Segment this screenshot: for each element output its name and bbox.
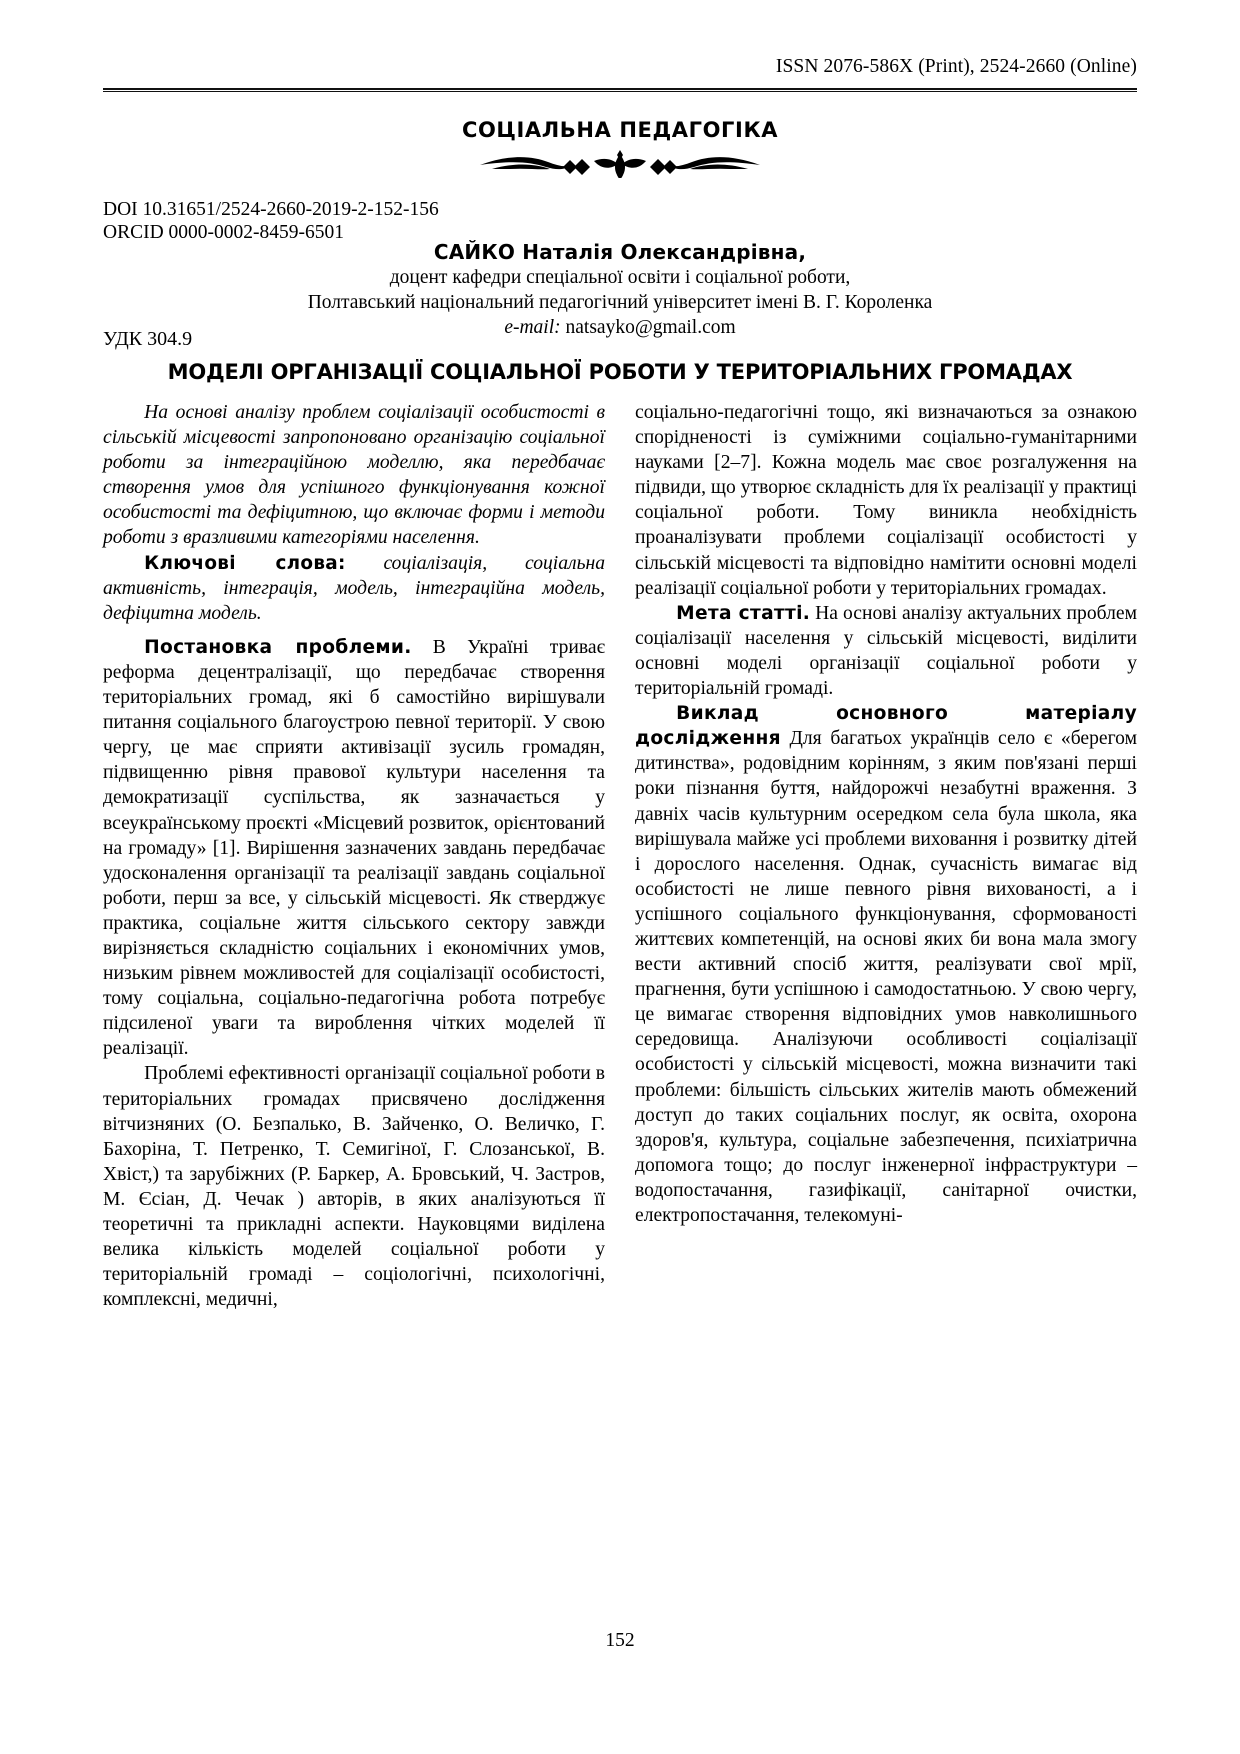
flourish-ornament-icon — [0, 148, 1240, 182]
author-position: доцент кафедри спеціальної освіти і соціальної роботи, — [389, 267, 851, 288]
email-label: e-mail: — [504, 317, 561, 338]
heading-main-material: Виклад основного матеріалу дослідження — [635, 703, 1137, 750]
paragraph-models-continued — [635, 400, 1137, 601]
abstract-text: На основі аналізу проблем соціалізації особистості в сільській місцевості запропоновано організацію соціальної роботи за інтеграційною моделлю, яка передбачає створення умов для успішного функціонування кожної особистості та дефіцитною, що включає форми і методи роботи з вразливими категоріями населення. — [103, 402, 605, 549]
paragraph-aim — [635, 601, 1137, 701]
body-columns — [103, 400, 1137, 1615]
running-head-issn: ISSN 2076-586X (Print), 2524-2660 (Online) — [775, 56, 1137, 77]
keywords-paragraph — [103, 551, 605, 626]
column-right — [635, 400, 1137, 1615]
paragraph-literature-review — [103, 1061, 605, 1312]
heading-problem-statement: Постановка проблеми. — [144, 636, 412, 658]
section-title: СОЦІАЛЬНА ПЕДАГОГІКА — [461, 118, 779, 142]
doi-line: DOI 10.31651/2524-2660-2019-2-152-156 — [103, 199, 439, 220]
keywords-value: соціалізація, соціальна активність, інтеграція, модель, інтеграційна модель, дефіцитна модель. — [103, 552, 606, 624]
paragraph-text: Для багатьох українців село є «берегом дитинства», родовідним корінням, з яким пов'язані перші роки пізнання буття, найдорожчі незабутні враження. З давніх часів культурним осередком села була школа, яка вирішувала майже усі проблеми виховання і розвитку дітей і дорослого населення. Однак, сучасність вимагає від особистості не лише певного рівня вихованості, а і успішного соціального функціонування, сформованості життєвих компетенцій, на основі яких би вона мала змогу вести активний спосіб життя, реалізувати свої мрії, прагнення, бути успішною і самодостатньою. У свою чергу, це вимагає створення відповідних умов навколишнього середовища. Аналізуючи особливості соціалізації особистості у сільській місцевості, можна визначити такі проблеми: більшість сільських жителів мають обмежений доступ до таких соціальних послуг, як освіта, охорона здоров'я, культура, соціальне забезпечення, психіатрична допомога тощо; до послуг інженерної інфраструктури – водопостачання, газифікації, санітарної очистки, електропостачання, телекомуні- — [635, 728, 1137, 1226]
spacer — [103, 626, 605, 635]
paragraph-text: Проблемі ефективності організації соціальної роботи в територіальних громадах присвячено дослідження вітчизняних (О. Безпалько, В. Зайченко, О. Величко, Г. Бахоріна, Т. Петренко, Т. Семигіної, Г. Слозанської, В. Хвіст,) та зарубіжних (Р. Баркер, А. Бровський, Ч. Застров, М. Єсіан, Д. Чечак ) авторів, в яких аналізуються її теоретичні та прикладні аспекти. Науковцями виділена велика кількість моделей соціальної роботи у територіальній громаді – соціологічні, психологічні, комплексні, медичні, — [103, 1063, 605, 1311]
author-email-line — [103, 315, 1137, 340]
author-block — [103, 240, 1137, 340]
paragraph-text: В Україні триває реформа децентралізації, що передбачає створення територіальних громад, які б самостійно вирішували питання соціального благоустрою певної території. У свою чергу, це має сприяти активізації зусиль громадян, підвищенню рівня правової культури населення та демократизації суспільства, як зазначається у всеукраїнському проєкті «Місцевий розвиток, орієнтований на громаду» [1]. Вирішення зазначених завдань передбачає удосконалення організації та реалізації завдань соціальної роботи, перш за все, у сільській місцевості. Як стверджує практика, соціальне життя сільського сектору завжди вирізняється складністю соціальних і економічних умов, низьким рівнем можливостей для соціалізації особистості, тому соціальна, соціально-педагогічна робота потребує підсиленої уваги та вироблення чітких моделей її реалізації. — [103, 636, 605, 1060]
paragraph-problem-statement — [103, 635, 605, 1062]
author-affiliation: Полтавський національний педагогічний університет імені В. Г. Короленка — [307, 292, 933, 313]
author-name: САЙКО Наталія Олександрівна, — [433, 240, 807, 264]
orcid-line: ORCID 0000-0002-8459-6501 — [103, 222, 345, 243]
keywords-label: Ключові слова: — [144, 552, 346, 574]
email-value: natsayko@gmail.com — [565, 317, 736, 338]
paragraph-text: На основі аналізу актуальних проблем соціалізації населення у сільській місцевості, виділити основні моделі організації соціальної роботи у територіальній громаді. — [635, 602, 1137, 700]
udc-code: УДК 304.9 — [103, 328, 193, 350]
column-left — [103, 400, 605, 1615]
header-divider — [103, 88, 1137, 92]
paragraph-main-material — [635, 701, 1137, 1228]
page-title: МОДЕЛІ ОРГАНІЗАЦІЇ СОЦІАЛЬНОЇ РОБОТИ У ТЕРИТОРІАЛЬНИХ ГРОМАДАХ — [167, 360, 1073, 384]
paragraph-text: соціально-педагогічні тощо, які визначаються за ознакою спорідненості із суміжними соціально-гуманітарними науками [2–7]. Кожна модель має своє розгалуження на підвиди, що утворює складність для їх реалізації у практиці соціальної роботи. Тому виникла необхідність проаналізувати проблеми соціалізації особистості у сільській місцевості та відповідно намітити основні моделі реалізації соціальної роботи у територіальних громадах. — [635, 402, 1137, 599]
heading-aim: Мета статті. — [676, 602, 811, 624]
identifier-block — [103, 198, 439, 244]
page-number: 152 — [605, 1630, 635, 1651]
